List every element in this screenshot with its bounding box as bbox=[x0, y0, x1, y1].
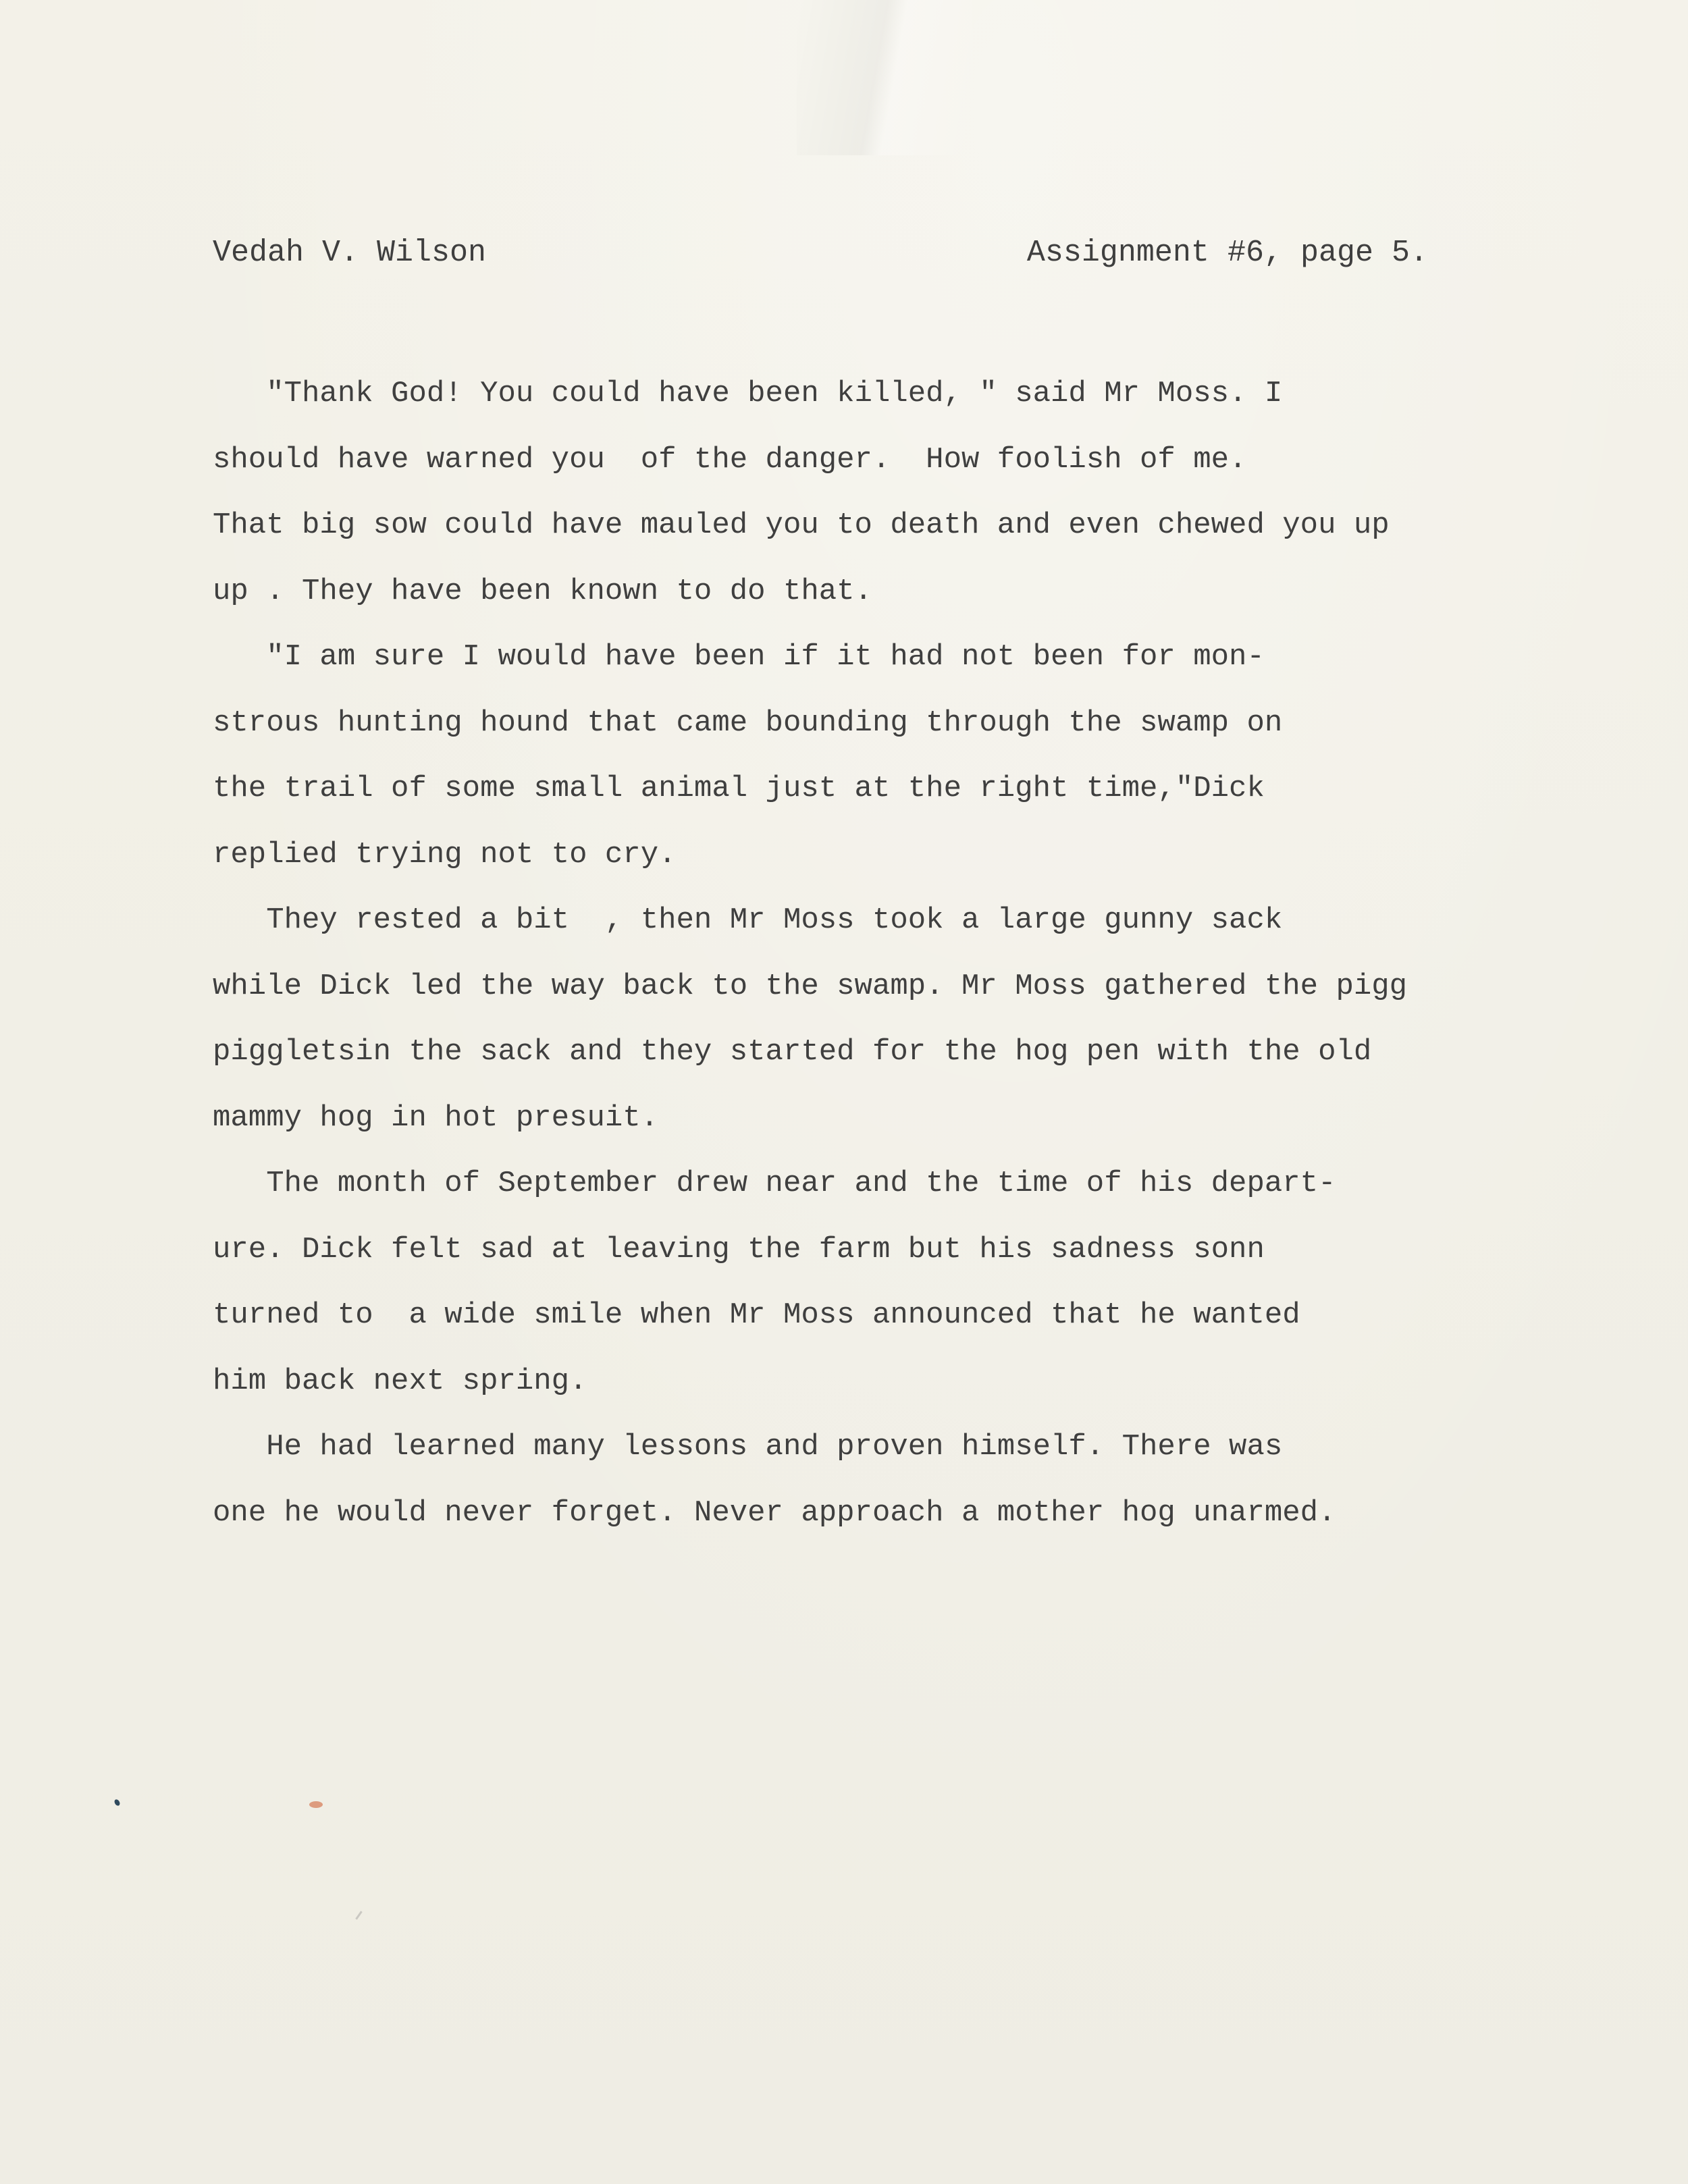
paper-fold-shadow bbox=[797, 0, 972, 155]
typed-body bbox=[213, 361, 1563, 1546]
stain-speck bbox=[309, 1801, 323, 1808]
author-name: Vedah V. Wilson bbox=[213, 236, 487, 270]
assignment-label: Assignment #6, page 5. bbox=[1026, 236, 1428, 270]
body-line: should have warned you of the danger. How foolish of me. bbox=[213, 442, 1247, 477]
body-line: "Thank God! You could have been killed, " said Mr Moss. I bbox=[213, 377, 1283, 410]
paper-scratch bbox=[355, 1911, 362, 1919]
body-line: piggletsin the sack and they started for the hog pen with the old bbox=[213, 1035, 1372, 1069]
body-line: up . They have been known to do that. bbox=[213, 574, 872, 608]
body-line: mammy hog in hot presuit. bbox=[213, 1100, 659, 1135]
body-line: "I am sure I would have been if it had not been for mon- bbox=[213, 640, 1265, 674]
body-line: The month of September drew near and the time of his depart- bbox=[213, 1167, 1336, 1200]
page-header bbox=[213, 233, 1428, 273]
body-line: They rested a bit , then Mr Moss took a large gunny sack bbox=[213, 903, 1283, 937]
ink-speck bbox=[113, 1799, 121, 1807]
body-line: the trail of some small animal just at the right time,"Dick bbox=[213, 772, 1265, 805]
body-line: ure. Dick felt sad at leaving the farm but his sadness sonn bbox=[213, 1232, 1265, 1267]
body-line: replied trying not to cry. bbox=[213, 837, 677, 872]
body-line: He had learned many lessons and proven himself. There was bbox=[213, 1430, 1283, 1464]
body-line: That big sow could have mauled you to death and even chewed you up bbox=[213, 508, 1390, 542]
body-line: while Dick led the way back to the swamp. Mr Moss gathered the pigg bbox=[213, 969, 1408, 1003]
body-line: one he would never forget. Never approach a mother hog unarmed. bbox=[213, 1495, 1336, 1530]
body-line: him back next spring. bbox=[213, 1364, 587, 1398]
body-line: turned to a wide smile when Mr Moss announced that he wanted bbox=[213, 1298, 1300, 1332]
body-line: strous hunting hound that came bounding through the swamp on bbox=[213, 705, 1283, 740]
